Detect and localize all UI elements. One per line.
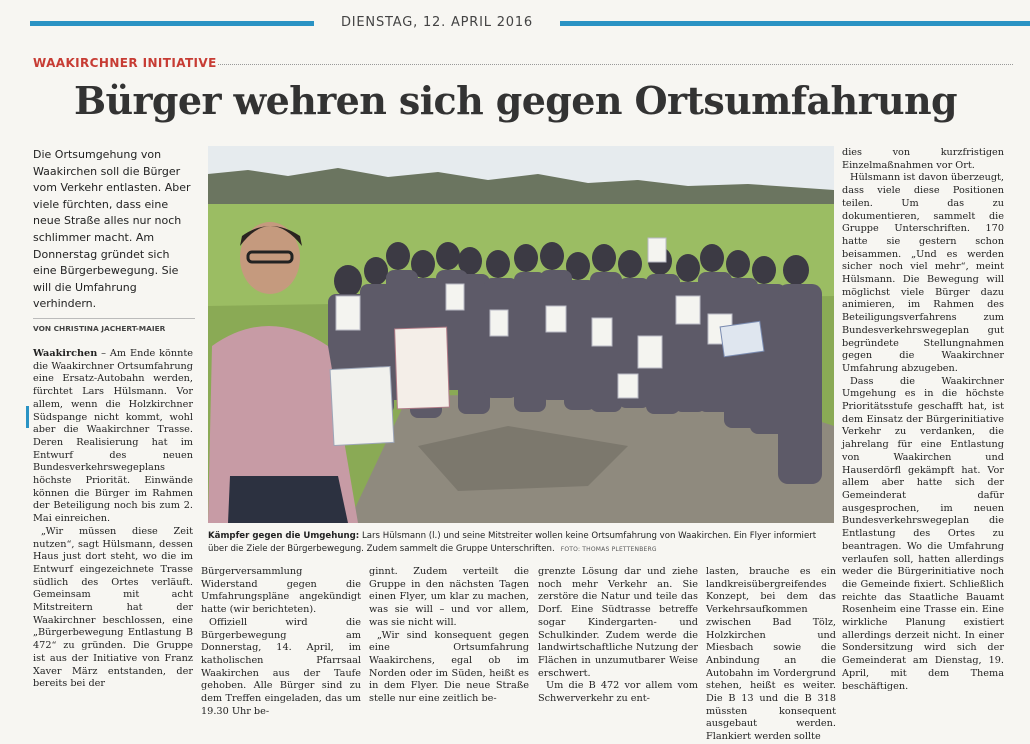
caption-text: Lars Hülsmann (l.) und seine Mitstreiter wollen keine Ortsumfahrung von Waakirchen. Ein Flyer informiert über die Ziele der Bürgerbewegung. Zudem sammelt die Gruppe Unterschriften. [208,531,817,554]
headline: Bürger wehren sich gegen Ortsumfahrung [73,78,958,123]
body-paragraph: „Wir müssen diese Zeit nutzen“, sagt Hülsmann, dessen Haus just dort steht, wo die im Entwurf eingezeichnete Trasse südlich des Ortes verläuft. Gemeinsam mit acht Mitstreitern hat der Waakirchner beschlossen, eine „Bürgerbewegung Entlastung B 472“ zu gründen. Die Gruppe ist aus der Initiative von Franz Xaver März entstanden, der bereits bei der [33,525,193,690]
photo-illustration [208,146,834,523]
group-photo [208,146,834,523]
body-column-3 [369,566,529,706]
body-paragraph: grenzte Lösung dar und ziehe noch mehr Verkehr an. Sie zerstöre die Natur und teile das Dorf. Eine Südtrasse betreffe sogar Kindergarten- und Schulkinder. Zudem werde die landwirtschaftliche Nutzung der Flächen in unzumutbarer Weise erschwert. [538,566,698,679]
photo-caption [208,530,834,556]
body-paragraph [33,348,193,526]
caption-title: Kämpfer gegen die Umgehung: [208,531,360,541]
header-rule-left [30,21,314,26]
dateline: Waakirchen [33,348,98,359]
byline: VON CHRISTINA JACHERT-MAIER [33,318,195,333]
lead-paragraph: Die Ortsumgehung von Waakirchen soll die Bürger vom Verkehr entlasten. Aber viele fürchten, dass eine neue Straße alles nur noch schlimmer macht. Am Donnerstag gründet sich eine Bürgerbewegung. Sie will die Umfahrung verhindern. [33,148,191,311]
body-paragraph: ginnt. Zudem verteilt die Gruppe in den nächsten Tagen einen Flyer, um klar zu machen, was sie will – und vor allem, was sie nicht will. [369,566,529,628]
body-column-2 [201,566,361,718]
body-column-6 [842,147,1004,693]
body-column-5 [706,566,836,744]
body-paragraph: Bürgerversammlung Widerstand gegen die Umfahrungspläne angekündigt hatte (wir berichteten). [201,566,361,616]
body-paragraph: Hülsmann ist davon überzeugt, dass viele diese Positionen teilen. Um das zu dokumentieren, sammelt die Gruppe Unterschriften. 170 hatte sie gestern schon beisammen. „Und es werden sicher noch viel mehr“, meint Hülsmann. Die Bewegung will möglichst viele Bürger dazu animieren, im Rahmen des Beteiligungsverfahrens zum Bundesverkehrswegeplan gut begründete Stellungnahmen gegen die Waakirchner Umfahrung abzugeben. [842,172,1004,374]
kicker-dotted-rule [218,64,1013,65]
body-paragraph: Dass die Waakirchner Umgehung es in die höchste Prioritätsstufe geschafft hat, ist dem Einsatz der Bürgerinitiative Verkehr zu verdanken, die jahrelang für eine Entlastung von Waakirchen und Hauserdörfl gekämpft hat. Vor allem aber hatte sich der Gemeinderat dafür ausgesprochen, im neuen Bundesverkehrswegeplan die Entlastung des Ortes zu beantragen. Wo die Umfahrung verlaufen soll, hatten allerdings weder die Bürgerinitiative noch die Gemeinde fixiert. Schließlich reichte das Staatliche Bauamt Rosenheim eine Trasse ein. Eine wirkliche Planung existiert allerdings derzeit nicht. In einer Sondersitzung wird sich der Gemeinderat am Dienstag, 19. April, mit dem Thema beschäftigen. [842,375,1004,692]
body-paragraph: lasten, brauche es ein landkreisübergreifendes Konzept, bei dem das Verkehrsaufkommen zwischen Bad Tölz, Holzkirchen und Miesbach sowie die Anbindung an die Autobahn im Vordergrund stehen, heißt es weiter. Die B 13 und die B 318 müssten konsequent ausgebaut werden. Flankiert werden sollte [706,566,836,743]
margin-marker [26,406,29,428]
body-column-1 [33,348,193,691]
photo-credit: FOTO: THOMAS PLETTENBERG [560,545,657,553]
header-rule-right [560,21,1030,26]
body-paragraph: Um die B 472 vor allem vom Schwerverkehr zu ent- [538,680,698,705]
body-paragraph: dies von kurzfristigen Einzelmaßnahmen vor Ort. [842,147,1004,171]
body-paragraph: Offiziell wird die Bürgerbewegung am Donnerstag, 14. April, im katholischen Pfarrsaal Waakirchen aus der Taufe gehoben. Alle Bürger sind zu dem Treffen eingeladen, das um 19.30 Uhr be- [201,616,361,717]
body-text: – Am Ende könnte die Waakirchner Ortsumfahrung eine Ersatz-Autobahn werden, fürchtet Lars Hülsmann. Vor allem, wenn die Holzkirchner Südspange nicht kommt, wohl aber die Waakirchner Trasse. Deren Realisierung hat im Entwurf des neuen Bundesverkehrswegeplans höchste Priorität. Einwände können die Bürger im Rahmen der Beteiligung noch bis zum 2. Mai einreichen. [33,348,193,525]
issue-date: DIENSTAG, 12. APRIL 2016 [340,15,534,30]
body-column-4 [538,566,698,706]
body-paragraph: „Wir sind konsequent gegen eine Ortsumfahrung Waakirchens, egal ob im Norden oder im Süden, heißt es in dem Flyer. Die neue Straße stelle nur eine zeitlich be- [369,629,529,705]
section-kicker: WAAKIRCHNER INITIATIVE [33,56,217,70]
